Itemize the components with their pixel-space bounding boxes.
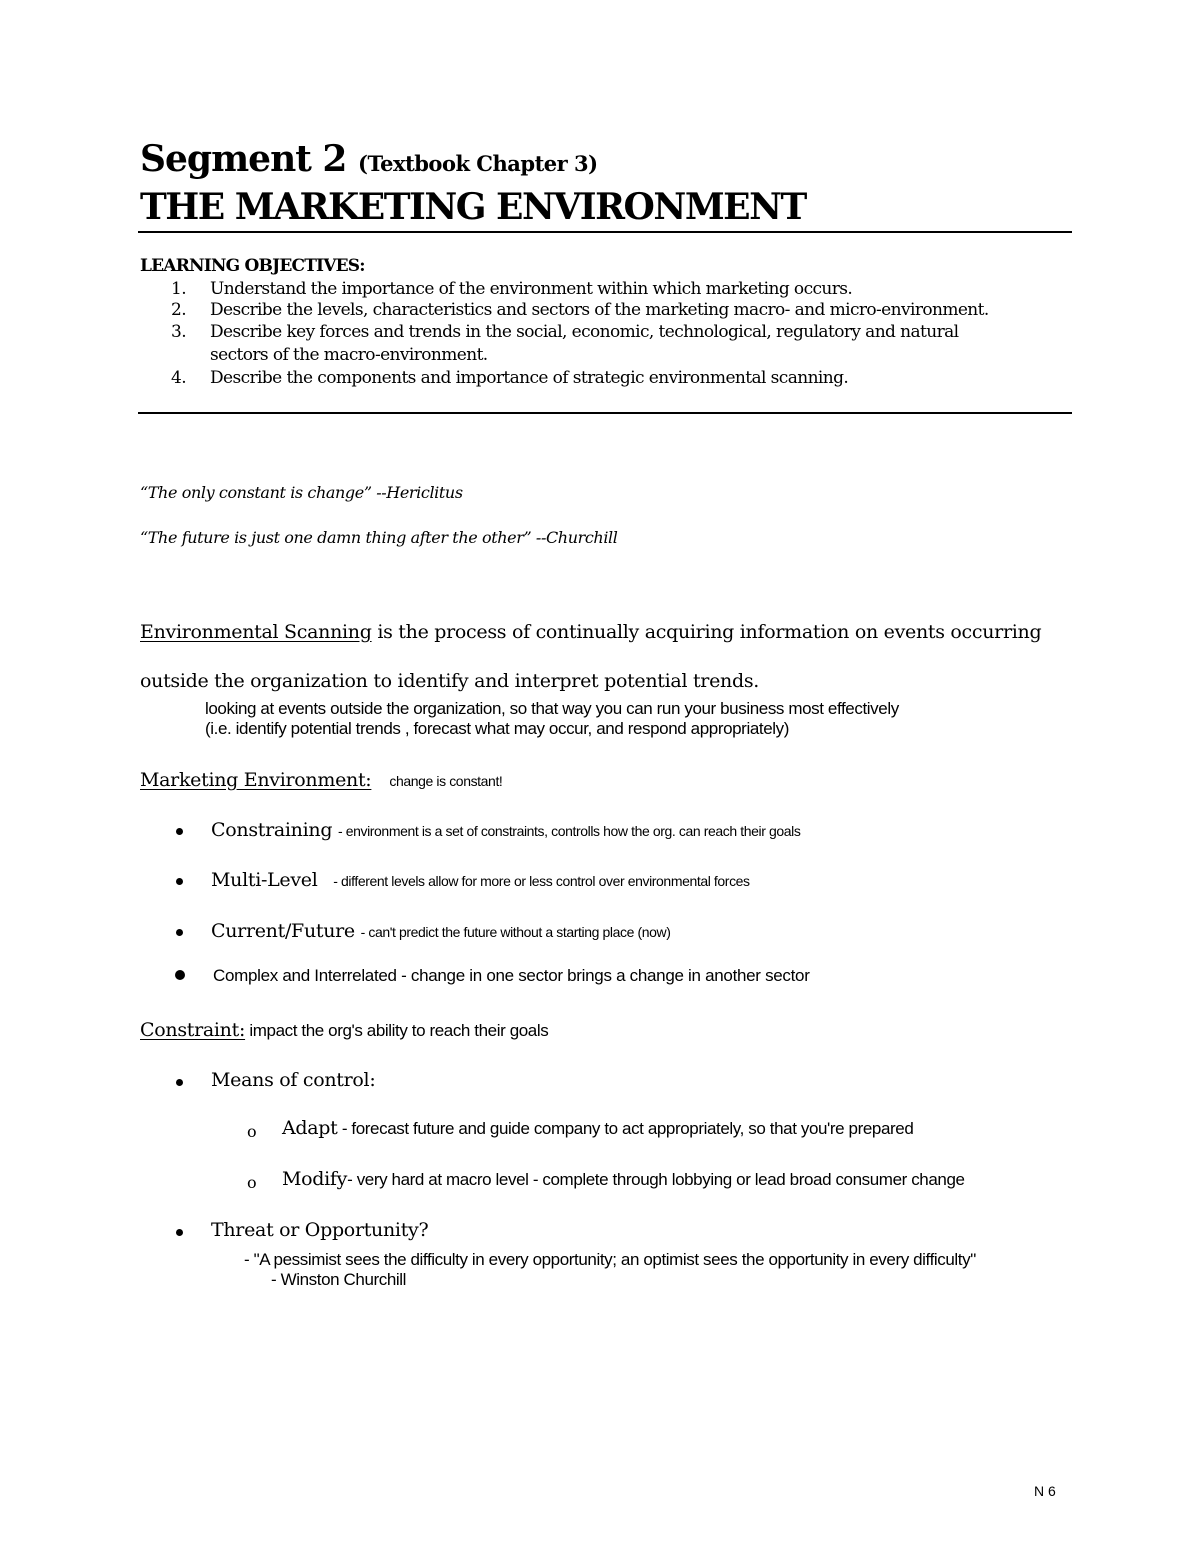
segment-subtitle: (Textbook Chapter 3)	[358, 151, 598, 176]
objectives-divider	[138, 412, 1072, 414]
bullet-icon	[176, 1079, 183, 1086]
item-label: Multi-Level	[211, 869, 318, 891]
scanning-note: looking at events outside the organization, so that way you can run your business most effectively	[205, 699, 899, 718]
bullet-icon	[176, 929, 183, 936]
list-item-threat-opportunity: Threat or Opportunity?	[211, 1219, 429, 1241]
objective-number: 4.	[171, 368, 187, 388]
item-note: - can't predict the future without a starting place (now)	[360, 924, 671, 940]
marketing-env-heading	[140, 769, 502, 791]
bullet-icon	[176, 878, 183, 885]
sub-item-adapt	[282, 1117, 913, 1139]
objective-text: Describe the levels, characteristics and sectors of the marketing macro- and micro-environment.	[210, 300, 989, 320]
objective-item	[171, 300, 989, 320]
list-item-multilevel	[211, 869, 750, 891]
objective-text: Describe key forces and trends in the social, economic, technological, regulatory and natural	[210, 322, 959, 342]
scanning-definition	[140, 621, 1041, 643]
marketing-env-label: Marketing Environment:	[140, 769, 372, 791]
item-label: Constraining	[211, 819, 333, 841]
objective-text: Describe the components and importance of strategic environmental scanning.	[210, 368, 849, 388]
item-note: - different levels allow for more or less control over environmental forces	[333, 873, 750, 889]
circle-bullet-icon: o	[247, 1122, 257, 1141]
objective-item	[171, 322, 959, 342]
objectives-heading: LEARNING OBJECTIVES:	[140, 256, 365, 276]
modify-note: - very hard at macro level - complete through lobbying or lead broad consumer change	[347, 1170, 965, 1189]
objective-number: 1.	[171, 279, 187, 299]
quote-churchill: “The future is just one damn thing after the other” --Churchill	[140, 528, 618, 547]
list-item-constraining	[211, 819, 800, 841]
objective-number: 2.	[171, 300, 187, 320]
page-number: N 6	[1034, 1483, 1056, 1499]
list-item-means-of-control: Means of control:	[211, 1069, 376, 1091]
item-note: - environment is a set of constraints, controlls how the org. can reach their goals	[337, 823, 801, 839]
scanning-term: Environmental Scanning	[140, 621, 372, 643]
constraint-label: Constraint:	[140, 1019, 246, 1041]
constraint-note: impact the org's ability to reach their goals	[245, 1021, 549, 1040]
objective-item	[171, 368, 848, 388]
sub-item-modify	[282, 1168, 965, 1190]
segment-heading	[140, 138, 598, 180]
marketing-env-note: change is constant!	[389, 773, 503, 789]
adapt-label: Adapt	[282, 1117, 338, 1139]
adapt-note: - forecast future and guide company to act appropriately, so that you're prepared	[337, 1119, 914, 1138]
page-title: THE MARKETING ENVIRONMENT	[140, 186, 806, 228]
constraint-heading	[140, 1019, 548, 1041]
quote-hericlitus: “The only constant is change” --Hericlitus	[140, 483, 463, 502]
churchill-quote: - "A pessimist sees the difficulty in every opportunity; an optimist sees the opportunity in every difficulty"	[244, 1250, 976, 1269]
circle-bullet-icon: o	[247, 1173, 257, 1192]
list-item-current-future	[211, 920, 670, 942]
objective-continuation: sectors of the macro-environment.	[210, 345, 488, 365]
churchill-attribution: - Winston Churchill	[271, 1270, 407, 1289]
segment-label: Segment 2	[140, 138, 347, 180]
scanning-note: (i.e. identify potential trends , forecast what may occur, and respond appropriately)	[205, 719, 789, 738]
scanning-def: is the process of continually acquiring information on events occurring	[371, 621, 1042, 643]
modify-label: Modify	[282, 1168, 348, 1190]
objective-item	[171, 279, 852, 299]
scanning-def-line2: outside the organization to identify and interpret potential trends.	[140, 670, 760, 692]
bullet-icon	[175, 970, 185, 980]
item-label: Current/Future	[211, 920, 355, 942]
list-item-complex: Complex and Interrelated - change in one sector brings a change in another sector	[213, 966, 810, 985]
objective-text: Understand the importance of the environment within which marketing occurs.	[210, 279, 853, 299]
bullet-icon	[176, 1229, 183, 1236]
objective-number: 3.	[171, 322, 187, 342]
title-divider	[138, 231, 1072, 233]
bullet-icon	[176, 828, 183, 835]
